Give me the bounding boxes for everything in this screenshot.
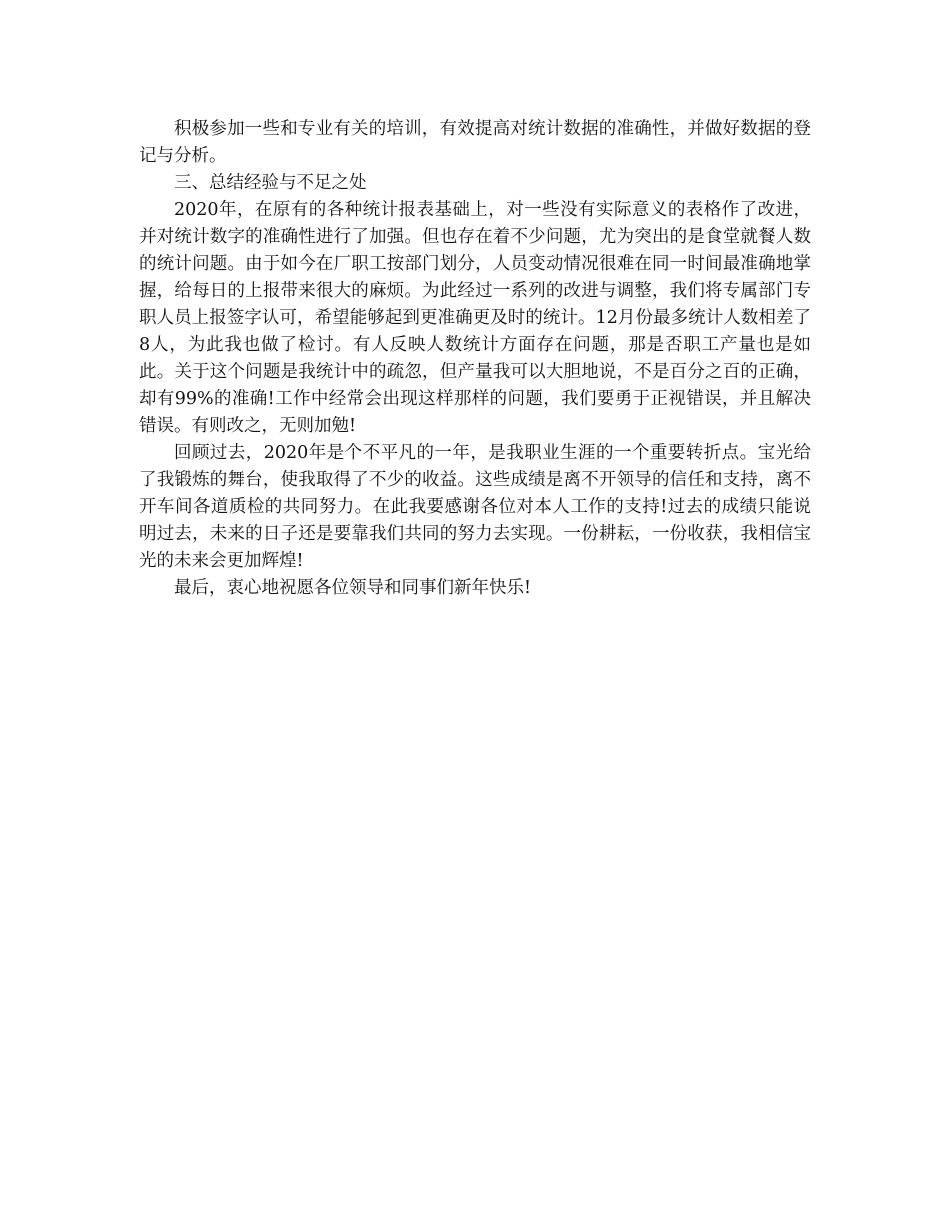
document-body	[139, 116, 811, 602]
paragraph-review: 回顾过去，2020年是个不平凡的一年，是我职业生涯的一个重要转折点。宝光给了我锻炼的舞台，使我取得了不少的收益。这些成绩是离不开领导的信任和支持，离不开车间各道质检的共同努力。在此我要感谢各位对本人工作的支持!过去的成绩只能说明过去，未来的日子还是要靠我们共同的努力去实现。一份耕耘，一份收获，我相信宝光的未来会更加辉煌!	[139, 443, 811, 571]
paragraph-training: 积极参加一些和专业有关的培训，有效提高对统计数据的准确性，并做好数据的登记与分析。	[139, 119, 811, 166]
section-heading-summary: 三、总结经验与不足之处	[174, 173, 367, 193]
paragraph-statistics-2020: 2020年，在原有的各种统计报表基础上，对一些没有实际意义的表格作了改进，并对统计数字的准确性进行了加强。但也存在着不少问题，尤为突出的是食堂就餐人数的统计问题。由于如今在厂职工按部门划分，人员变动情况很难在同一时间最准确地掌握，给每日的上报带来很大的麻烦。为此经过一系列的改进与调整，我们将专属部门专职人员上报签字认可，希望能够起到更准确更及时的统计。12月份最多统计人数相差了8人，为此我也做了检讨。有人反映人数统计方面存在问题，那是否职工产量也是如此。关于这个问题是我统计中的疏忽，但产量我可以大胆地说，不是百分之百的正确，却有99%的准确!工作中经常会出现这样那样的问题，我们要勇于正视错误，并且解决错误。有则改之，无则加勉!	[139, 200, 811, 436]
paragraph-closing-wishes: 最后，衷心地祝愿各位领导和同事们新年快乐!	[174, 578, 532, 598]
